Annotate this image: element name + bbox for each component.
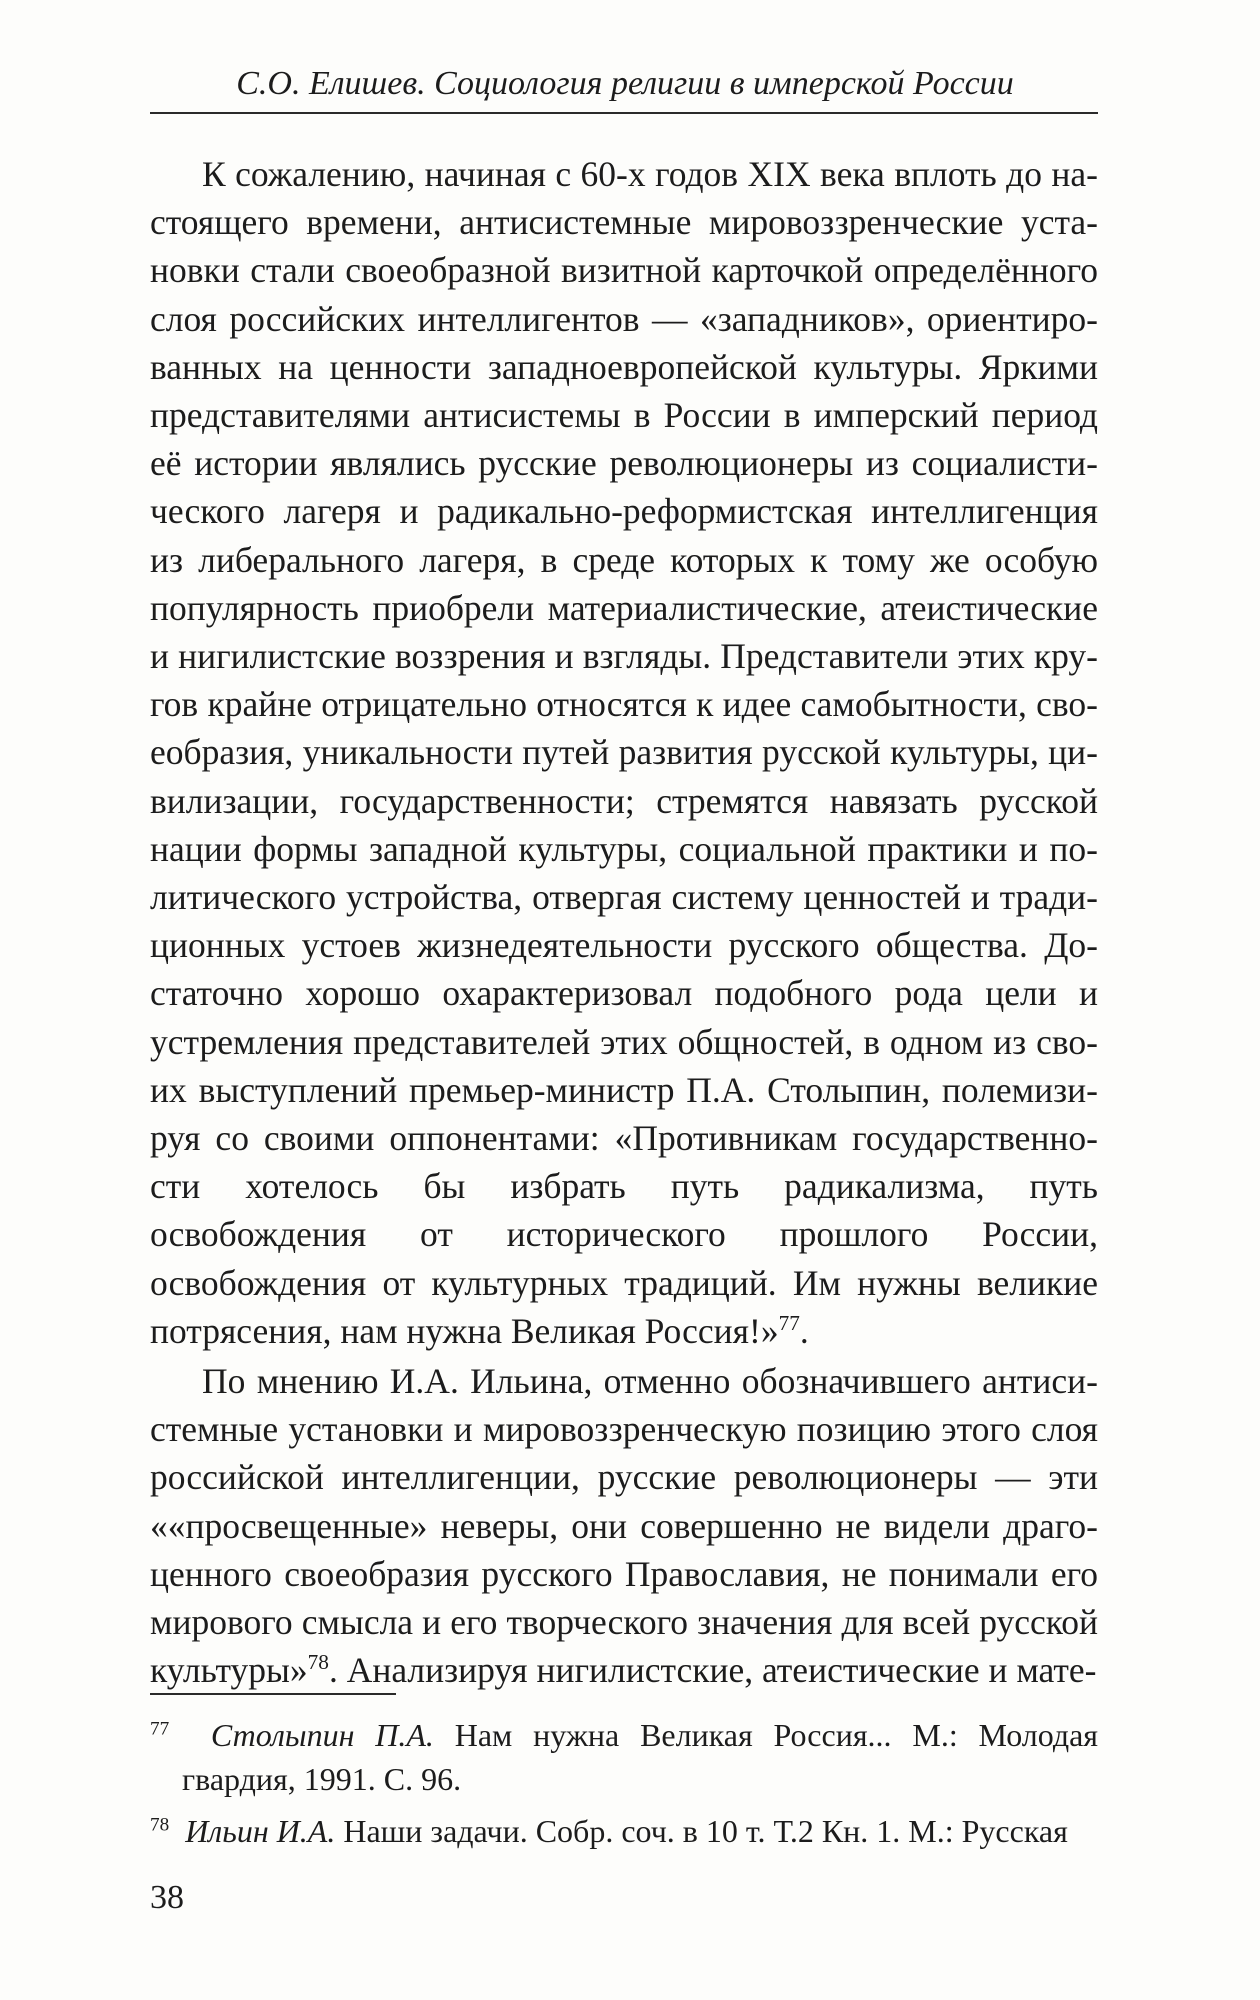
paragraph-2-text: По мнению И.А. Ильина, отменно обозначившего антисистемные установки и мировоззренческую позицию этого слоя российской интеллигенции, русские революционеры — эти ««просвещенные» неверы, они совершенно не видели драгоценного своеобразия русского Православия, не понимали его мирового смысла и его творческого значения для всей русской культуры» bbox=[150, 1361, 1098, 1691]
paragraph-1-text: К сожалению, начиная с 60-х годов XIX века вплоть до настоящего времени, антисистемные мировоззренческие установки стали своеобразной визитной карточкой определённого слоя российских интеллигентов — «западников», ориентированных на ценности западноевропейской культуры. Яркими представителями антисистемы в России в имперский период её истории являлись русские революционеры из социалистического лагеря и радикально-реформистская интеллигенция из либерального лагеря, в среде которых к тому же особую популярность приобрели материалистические, атеистические и нигилистские воззрения и взгляды. Представители этих кругов крайне отрицательно относятся к идее самобытности, своеобразия, уникальности путей развития русской культуры, цивилизации, государственности; стремятся навязать русской нации формы западной культуры, социальной практики и политического устройства, отвергая систему ценностей и традиционных устоев жизнедеятельности русского общества. Достаточно хорошо охарактеризовал подобного рода цели и устремления представителей этих общностей, в одном из своих выступлений премьер-министр П.А. Столыпин, полемизируя со своими оппонентами: «Противникам государственности хотелось бы избрать путь радикализма, путь освобождения от исторического прошлого России, освобождения от культурных традиций. Им нужны великие потрясения, нам нужна Великая Россия!» bbox=[150, 154, 1098, 1351]
footnote-author: Ильин И.А. bbox=[185, 1813, 336, 1849]
main-text bbox=[150, 150, 1098, 1695]
footnote-rule bbox=[150, 1693, 396, 1695]
paragraph-2 bbox=[150, 1357, 1098, 1694]
page-number: 38 bbox=[150, 1879, 184, 1916]
footnote-text: Нам нужна Великая Россия... М.: Молодая гвардия, 1991. С. 96. bbox=[182, 1717, 1099, 1797]
footnote-ref-77: 77 bbox=[778, 1311, 800, 1336]
paragraph-2-tail: . Анализируя нигилистские, атеистические и мате- bbox=[328, 1650, 1097, 1691]
footnote-number: 78 bbox=[150, 1814, 170, 1836]
footnote-author: Столыпин П.А. bbox=[210, 1717, 434, 1753]
footnote-78 bbox=[150, 1809, 1098, 1853]
footnote-number: 77 bbox=[150, 1718, 170, 1740]
paragraph-1-end: . bbox=[799, 1310, 809, 1351]
footnote-text: Наши задачи. Собр. соч. в 10 т. Т.2 Кн. 1. М.: Русская bbox=[335, 1813, 1068, 1849]
footnotes bbox=[150, 1713, 1098, 1861]
running-title: С.О. Елишев. Социология религии в имперской России bbox=[236, 65, 1014, 102]
paragraph-1 bbox=[150, 150, 1098, 1355]
footnote-ref-78: 78 bbox=[307, 1650, 329, 1675]
header-rule bbox=[150, 112, 1098, 114]
footnote-77 bbox=[150, 1713, 1098, 1801]
